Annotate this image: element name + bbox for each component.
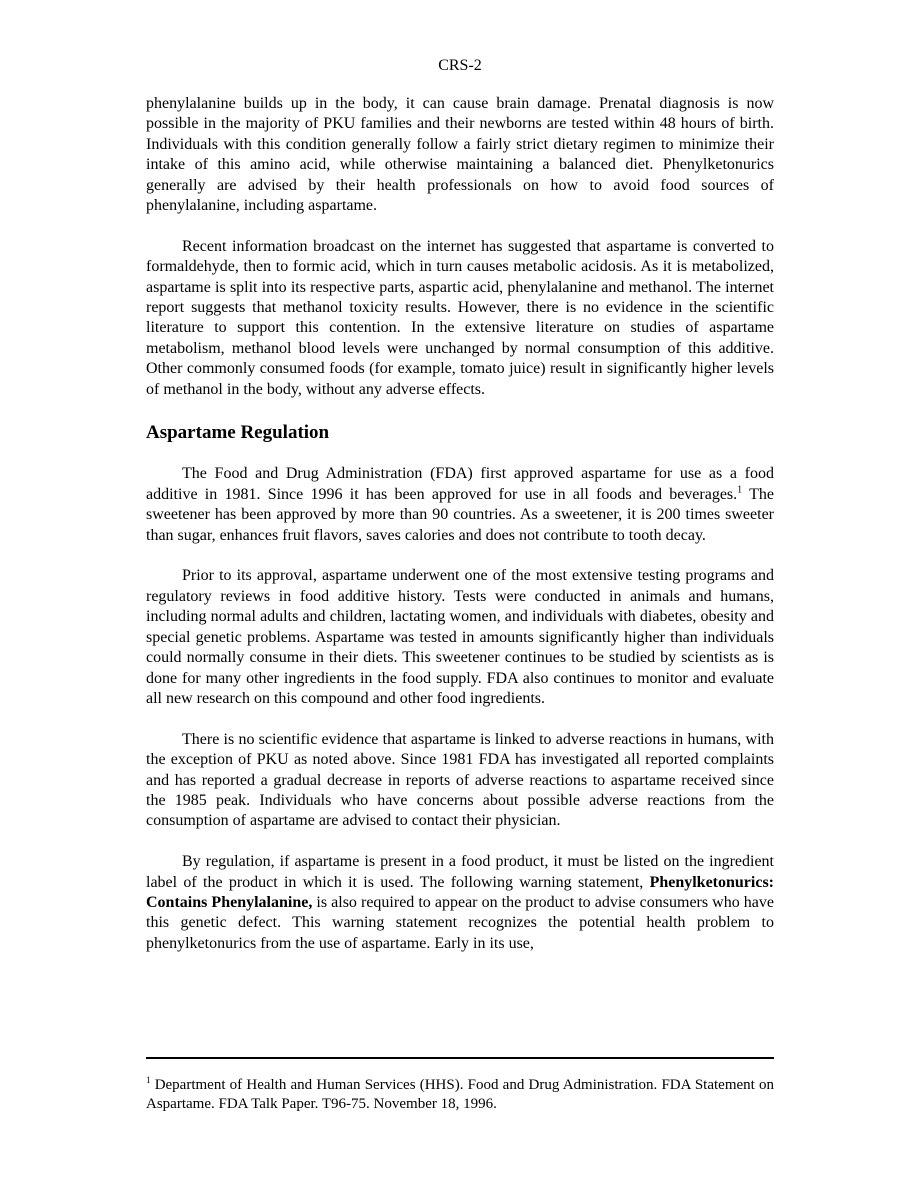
warning-statement: Phenylketonurics: Contains Phenylalanine, <box>146 873 775 911</box>
paragraph-fda-approval-continued: The sweetener has been approved by more than 90 countries. As a sweetener, it is 200 times sweeter than sugar, enhances fruit flavors, saves calories and does not contribute to tooth decay. <box>146 485 774 544</box>
paragraph-fda-approval-text: The Food and Drug Administration (FDA) first approved aspartame for use as a food additive in 1981. Since 1996 it has been approved for use in all foods and beverages. <box>146 465 774 503</box>
footnote <box>146 1076 774 1114</box>
paragraph-labeling <box>146 852 774 954</box>
footnote-divider <box>146 1057 774 1059</box>
paragraph-labeling-start: By regulation, if aspartame is present in a food product, it must be listed on the ingredient label of the product in which it is used. The following warning statement, <box>146 853 774 891</box>
paragraph-fda-approval <box>146 464 774 546</box>
paragraph-pku-continued: phenylalanine builds up in the body, it can cause brain damage. Prenatal diagnosis is now possible in the majority of PKU families and their newborns are tested within 48 hours of birth. Individuals with this condition generally follow a fairly strict dietary regimen to minimize their intake of this amino acid, while otherwise maintaining a balanced diet. Phenylketonurics generally are advised by their health professionals on how to avoid food sources of phenylalanine, including aspartame. <box>146 95 774 215</box>
section-heading: Aspartame Regulation <box>146 422 330 444</box>
body-text <box>146 94 774 975</box>
footnote-reference[interactable]: 1 <box>737 484 743 496</box>
paragraph-testing: Prior to its approval, aspartame underwent one of the most extensive testing programs and regulatory reviews in food additive history. Tests were conducted in animals and humans, including normal adults and children, lactating women, and individuals with diabetes, obesity and special genetic problems. Aspartame was tested in amounts significantly higher than individuals could normally consume in their diets. This sweetener continues to be studied by scientists as is done for many other ingredients in the food supply. FDA also continues to monitor and evaluate all new research on this compound and other food ingredients. <box>146 567 774 707</box>
page-header: CRS-2 <box>438 57 482 74</box>
footnote-marker: 1 <box>146 1075 151 1085</box>
footnote-text: Department of Health and Human Services (HHS). Food and Drug Administration. FDA Statement on Aspartame. FDA Talk Paper. T96-75. November 18, 1996. <box>146 1077 774 1112</box>
paragraph-internet-claims: Recent information broadcast on the internet has suggested that aspartame is converted to formaldehyde, then to formic acid, which in turn causes metabolic acidosis. As it is metabolized, aspartame is split into its respective parts, aspartic acid, phenylalanine and methanol. The internet report suggests that methanol toxicity results. However, there is no evidence in the scientific literature to support this contention. In the extensive literature on studies of aspartame metabolism, methanol blood levels were unchanged by normal consumption of this additive. Other commonly consumed foods (for example, tomato juice) result in significantly higher levels of methanol in the body, without any adverse effects. <box>146 237 774 398</box>
paragraph-adverse-reactions: There is no scientific evidence that aspartame is linked to adverse reactions in humans, with the exception of PKU as noted above. Since 1981 FDA has investigated all reported complaints and has reported a gradual decrease in reports of adverse reactions to aspartame received since the 1985 peak. Individuals who have concerns about possible adverse reactions from the consumption of aspartame are advised to contact their physician. <box>146 730 774 830</box>
paragraph-labeling-end: is also required to appear on the product to advise consumers who have this genetic defect. This warning statement recognizes the potential health problem to phenylketonurics from the use of aspartame. Early in its use, <box>146 893 774 952</box>
